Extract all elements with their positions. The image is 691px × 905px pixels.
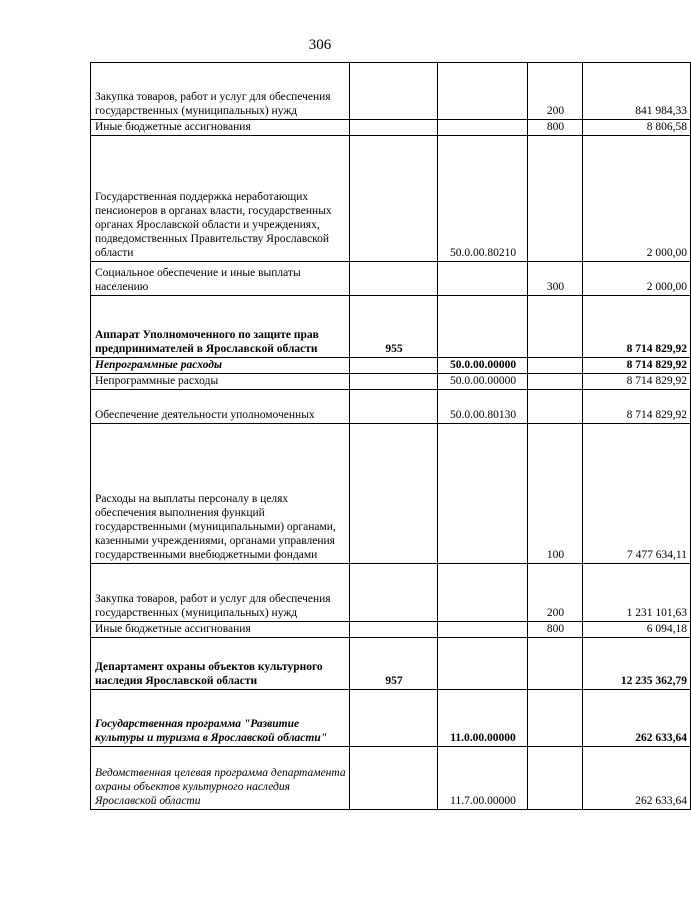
- table-row: [91, 296, 691, 358]
- row-name: Государственная поддержка неработающих пенсионеров в органах власти, государственных органах Ярославской области и учреждениях, подведомственных Правительству Ярославской области: [91, 136, 350, 262]
- row-dept: [350, 747, 438, 810]
- row-name: Непрограммные расходы: [91, 358, 350, 374]
- row-dept: [350, 690, 438, 747]
- table-row: [91, 262, 691, 296]
- row-name: Непрограммные расходы: [91, 374, 350, 390]
- row-type: 800: [528, 120, 583, 136]
- row-name: Аппарат Уполномоченного по защите прав предпринимателей в Ярославской области: [91, 296, 350, 358]
- row-type: [528, 136, 583, 262]
- row-type: [528, 296, 583, 358]
- row-name: Государственная программа "Развитие культуры и туризма в Ярославской области": [91, 690, 350, 747]
- row-sum: 2 000,00: [583, 136, 691, 262]
- row-sum: 8 714 829,92: [583, 296, 691, 358]
- row-name: Иные бюджетные ассигнования: [91, 622, 350, 638]
- row-dept: [350, 374, 438, 390]
- row-dept: [350, 424, 438, 564]
- row-sum: 2 000,00: [583, 262, 691, 296]
- row-type: [528, 747, 583, 810]
- table-row: [91, 424, 691, 564]
- row-dept: [350, 136, 438, 262]
- row-code: 50.0.00.80130: [438, 390, 528, 424]
- row-type: 800: [528, 622, 583, 638]
- row-sum: 262 633,64: [583, 747, 691, 810]
- row-code: [438, 424, 528, 564]
- table-row: [91, 390, 691, 424]
- row-dept: [350, 63, 438, 120]
- row-sum: 8 714 829,92: [583, 390, 691, 424]
- row-code: 50.0.00.00000: [438, 374, 528, 390]
- table-row: [91, 747, 691, 810]
- row-code: 11.0.00.00000: [438, 690, 528, 747]
- table-row: [91, 622, 691, 638]
- row-type: [528, 690, 583, 747]
- row-sum: 12 235 362,79: [583, 638, 691, 690]
- table-row: [91, 136, 691, 262]
- row-name: Департамент охраны объектов культурного наследия Ярославской области: [91, 638, 350, 690]
- table-row: [91, 374, 691, 390]
- budget-table: [90, 62, 691, 810]
- row-name: Обеспечение деятельности уполномоченных: [91, 390, 350, 424]
- row-name: Ведомственная целевая программа департамента охраны объектов культурного наследия Ярославской области: [91, 747, 350, 810]
- row-sum: 1 231 101,63: [583, 564, 691, 622]
- table-row: [91, 63, 691, 120]
- row-type: 300: [528, 262, 583, 296]
- row-name: Расходы на выплаты персоналу в целях обеспечения выполнения функций государственными (муниципальными) органами, казенными учреждениями, органами управления государственными внебюджетными фондами: [91, 424, 350, 564]
- row-code: [438, 622, 528, 638]
- row-dept: [350, 564, 438, 622]
- table-row: [91, 690, 691, 747]
- row-code: 50.0.00.00000: [438, 358, 528, 374]
- row-sum: 262 633,64: [583, 690, 691, 747]
- row-sum: 841 984,33: [583, 63, 691, 120]
- row-dept: [350, 120, 438, 136]
- table-row: [91, 358, 691, 374]
- row-dept: [350, 390, 438, 424]
- row-dept: [350, 622, 438, 638]
- row-code: [438, 564, 528, 622]
- table-row: [91, 638, 691, 690]
- row-type: [528, 390, 583, 424]
- row-code: 50.0.00.80210: [438, 136, 528, 262]
- row-type: 100: [528, 424, 583, 564]
- row-type: [528, 358, 583, 374]
- row-name: Закупка товаров, работ и услуг для обеспечения государственных (муниципальных) нужд: [91, 63, 350, 120]
- row-sum: 6 094,18: [583, 622, 691, 638]
- row-code: [438, 638, 528, 690]
- row-sum: 8 806,58: [583, 120, 691, 136]
- row-code: [438, 296, 528, 358]
- row-name: Социальное обеспечение и иные выплаты населению: [91, 262, 350, 296]
- row-code: [438, 262, 528, 296]
- row-name: Закупка товаров, работ и услуг для обеспечения государственных (муниципальных) нужд: [91, 564, 350, 622]
- row-type: [528, 638, 583, 690]
- table-row: [91, 120, 691, 136]
- row-type: 200: [528, 63, 583, 120]
- row-code: [438, 63, 528, 120]
- row-sum: 8 714 829,92: [583, 374, 691, 390]
- row-type: 200: [528, 564, 583, 622]
- page-number: 306: [308, 37, 332, 53]
- row-code: [438, 120, 528, 136]
- row-dept: [350, 262, 438, 296]
- table-row: [91, 564, 691, 622]
- row-dept: [350, 358, 438, 374]
- row-code: 11.7.00.00000: [438, 747, 528, 810]
- row-dept: 957: [350, 638, 438, 690]
- row-sum: 7 477 634,11: [583, 424, 691, 564]
- row-dept: 955: [350, 296, 438, 358]
- row-type: [528, 374, 583, 390]
- row-sum: 8 714 829,92: [583, 358, 691, 374]
- row-name: Иные бюджетные ассигнования: [91, 120, 350, 136]
